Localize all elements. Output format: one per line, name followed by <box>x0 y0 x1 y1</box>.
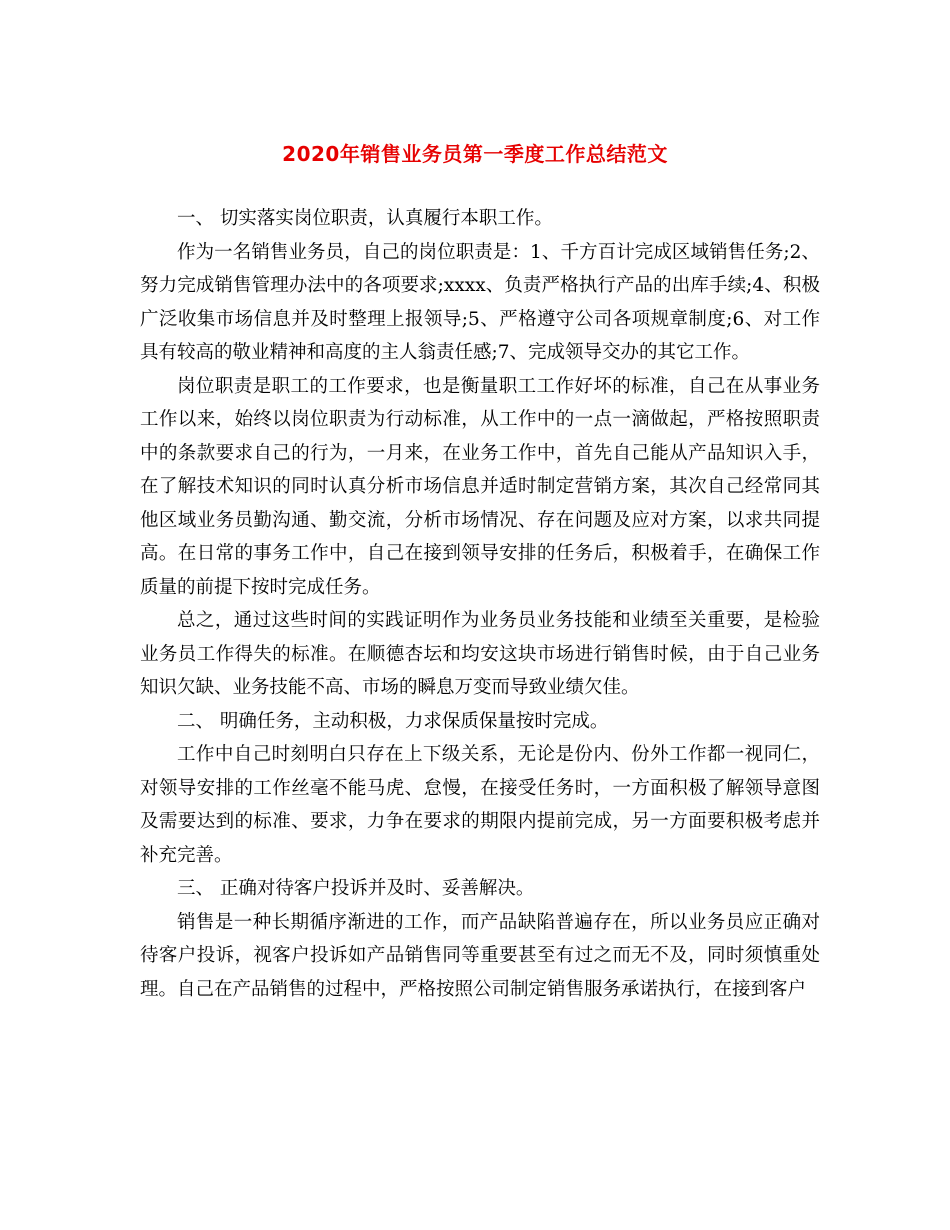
section-heading-1: 一、 切实落实岗位职责，认真履行本职工作。 <box>177 208 553 229</box>
body-paragraph: 岗位职责是职工的工作要求，也是衡量职工工作好坏的标准，自己在从事业务工作以来，始终以岗位职责为行动标准，从工作中的一点一滴做起，严格按照职责中的条款要求自己的行为，一月来，在业务工作中，首先自己能从产品知识入手，在了解技术知识的同时认真分析市场信息并适时制定营销方案，其次自己经常同其他区域业务员勤沟通、勤交流，分析市场情况、存在问题及应对方案，以求共同提高。在日常的事务工作中，自己在接到领导安排的任务后，积极着手，在确保工作质量的前提下按时完成任务。 <box>140 375 820 598</box>
body-paragraph: 工作中自己时刻明白只存在上下级关系，无论是份内、份外工作都一视同仁，对领导安排的工作丝毫不能马虎、怠慢，在接受任务时，一方面积极了解领导意图及需要达到的标准、要求，力争在要求的期限内提前完成，另一方面要积极考虑并补充完善。 <box>140 744 820 866</box>
section-heading-3: 三、 正确对待客户投诉并及时、妥善解决。 <box>177 878 535 899</box>
body-paragraph: 销售是一种长期循序渐进的工作，而产品缺陷普遍存在，所以业务员应正确对待客户投诉，视客户投诉如产品销售同等重要甚至有过之而无不及，同时须慎重处理。自己在产品销售的过程中，严格按照公司制定销售服务承诺执行，在接到客户 <box>140 911 820 1000</box>
body-paragraph: 总之，通过这些时间的实践证明作为业务员业务技能和业绩至关重要，是检验业务员工作得失的标准。在顺德杏坛和均安这块市场进行销售时候，由于自己业务知识欠缺、业务技能不高、市场的瞬息万变而导致业绩欠佳。 <box>140 610 820 698</box>
body-paragraph: 作为一名销售业务员，自己的岗位职责是：1、千方百计完成区域销售任务;2、努力完成销售管理办法中的各项要求;xxxx、负责严格执行产品的出库手续;4、积极广泛收集市场信息并及时整理上报领导;5、严格遵守公司各项规章制度;6、对工作具有较高的敬业精神和高度的主人翁责任感;7、完成领导交办的其它工作。 <box>140 241 820 363</box>
section-heading-2: 二、 明确任务，主动积极，力求保质保量按时完成。 <box>177 710 609 732</box>
document-title: 2020年销售业务员第一季度工作总结范文 <box>282 142 668 166</box>
document-body <box>140 202 820 1006</box>
